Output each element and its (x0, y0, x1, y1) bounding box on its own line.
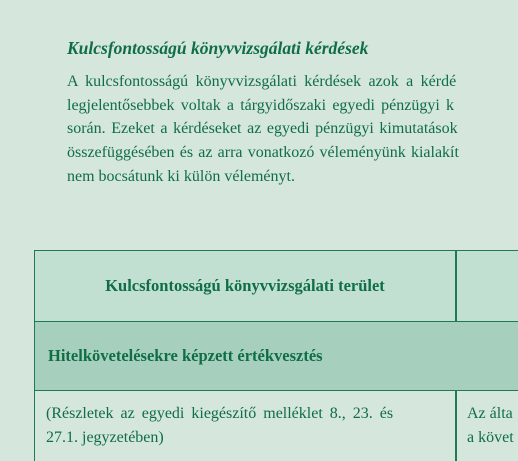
column-divider (455, 391, 457, 461)
key-audit-matters-table (34, 250, 518, 461)
cell-line: a követ (467, 428, 514, 446)
section-row-title: Hitelkövetelésekre képzett értékvesztés (48, 346, 323, 365)
paragraph-line: A kulcsfontosságú könyvvizsgálati kérdések azok a kérdé (67, 73, 457, 90)
paragraph-line: összefüggésében és az arra vonatkozó véleményünk kialakít (67, 144, 459, 162)
cell-line: 27.1. jegyzetében) (46, 428, 164, 446)
table-row (35, 391, 518, 461)
column-divider (455, 251, 457, 321)
section-heading: Kulcsfontosságú könyvvizsgálati kérdések (67, 38, 369, 58)
cell-reference-note (46, 402, 446, 449)
intro-paragraph (67, 70, 518, 189)
cell-line: Az álta (467, 405, 513, 422)
cell-procedures (467, 402, 518, 449)
column-header-audit-area: Kulcsfontosságú könyvvizsgálati terület (105, 276, 385, 295)
cell-line: (Részletek az egyedi kiegészítő melléklet 8., 23. és (46, 405, 394, 422)
paragraph-line: során. Ezeket a kérdéseket az egyedi pénzügyi kimutatások (67, 120, 458, 138)
paragraph-line: legjelentősebbek voltak a tárgyidőszaki egyedi pénzügyi k (67, 96, 455, 114)
table-section-row (35, 322, 518, 391)
paragraph-line: nem bocsátunk ki külön véleményt. (67, 167, 295, 185)
table-header-row (35, 251, 518, 322)
